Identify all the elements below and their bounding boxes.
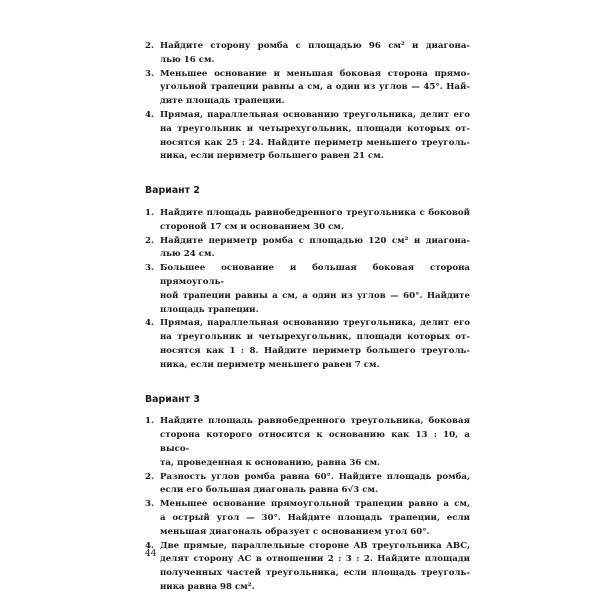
exercise-number: 2. xyxy=(145,471,155,482)
exercise-item xyxy=(145,207,470,235)
exercise-line: Меньшее основание прямоугольной трапеции равно a см, xyxy=(160,499,470,510)
exercise-line: а острый угол — 30°. Найдите площадь трапеции, если xyxy=(160,512,470,523)
variant2-heading: Вариант 2 xyxy=(145,185,200,197)
exercise-item xyxy=(145,109,470,164)
exercise-line: меньшая диагональ образует с основанием угол 60°. xyxy=(160,526,430,537)
exercise-line: ной трапеции равны a см, а один из углов — 60°. Найдите xyxy=(160,290,470,301)
exercise-item xyxy=(145,317,470,372)
exercise-line: ника равна 98 см². xyxy=(160,581,255,592)
exercise-line: Меньшее основание и меньшая боковая сторона прямо- xyxy=(160,68,470,79)
exercise-line: площадь трапеции. xyxy=(160,304,259,315)
exercise-line: носятся как 25 : 24. Найдите периметр меньшего треуголь- xyxy=(160,137,470,148)
exercise-item xyxy=(145,540,470,595)
exercise-number: 3. xyxy=(145,263,155,274)
exercise-line: ника, если периметр меньшего равен 7 см. xyxy=(160,359,380,370)
exercise-line: ника, если периметр большего равен 21 см. xyxy=(160,151,384,162)
variant3-heading: Вариант 3 xyxy=(145,393,200,405)
exercise-item xyxy=(145,498,470,539)
exercise-item xyxy=(145,471,470,499)
exercise-item xyxy=(145,68,470,109)
exercise-item xyxy=(145,235,470,263)
exercise-line: делят сторону AC в отношении 2 : 3 : 2. Найдите площади xyxy=(160,554,470,565)
exercise-line: если его большая диагональ равна 6√3 см. xyxy=(160,485,378,496)
exercise-line: Прямая, параллельная основанию треугольника, делит его xyxy=(160,109,470,120)
exercise-line: та, проведенная к основанию, равна 36 см. xyxy=(160,457,381,468)
exercise-number: 3. xyxy=(145,499,155,510)
exercise-number: 1. xyxy=(145,416,155,427)
exercise-line: Найдите периметр ромба с площадью 120 см² и диагона- xyxy=(160,235,470,246)
exercise-line: Две прямые, параллельные стороне AB треугольника ABC, xyxy=(160,540,470,551)
exercise-column xyxy=(145,40,470,595)
exercise-line: сторона которого относится к основанию как 13 : 10, а высо- xyxy=(160,430,470,454)
exercise-line: Найдите площадь равнобедренного треугольника, боковая xyxy=(160,416,470,427)
exercise-number: 3. xyxy=(145,68,155,79)
exercise-line: носятся как 1 : 8. Найдите периметр большего треуголь- xyxy=(160,345,470,356)
exercise-line: на треугольник и четырехугольник, площади которых от- xyxy=(160,123,470,134)
exercise-number: 1. xyxy=(145,207,155,218)
exercise-number: 2. xyxy=(145,41,155,51)
exercise-number: 2. xyxy=(145,235,155,246)
page-number: 44 xyxy=(145,549,157,559)
exercise-number: 4. xyxy=(145,540,155,551)
exercise-number: 4. xyxy=(145,109,155,120)
exercise-line: Большее основание и большая боковая сторона прямоуголь- xyxy=(160,263,470,287)
exercise-line: угольной трапеции равны a см, а один из углов — 45°. Най- xyxy=(160,82,470,93)
exercise-line: полученных частей треугольника, если площадь треуголь- xyxy=(160,568,470,579)
exercise-line: Найдите площадь равнобедренного треугольника с боковой xyxy=(160,207,470,218)
exercise-line: лью 24 см. xyxy=(160,249,215,260)
exercise-item xyxy=(145,262,470,317)
exercise-line: Прямая, параллельная основанию треугольника, делит его xyxy=(160,318,470,329)
exercise-line: Найдите сторону ромба с площадью 96 см² и диагона- xyxy=(160,41,470,51)
exercise-item xyxy=(145,40,470,68)
exercise-line: Разность углов ромба равна 60°. Найдите площадь ромба, xyxy=(160,471,470,482)
exercise-item xyxy=(145,415,470,470)
exercise-line: лью 16 см. xyxy=(160,54,215,65)
exercise-number: 4. xyxy=(145,318,155,329)
exercise-line: дите площадь трапеции. xyxy=(160,96,285,107)
exercise-line: на треугольник и четырехугольник, площади которых от- xyxy=(160,332,470,343)
exercise-line: стороной 17 см и основанием 30 см. xyxy=(160,221,344,232)
